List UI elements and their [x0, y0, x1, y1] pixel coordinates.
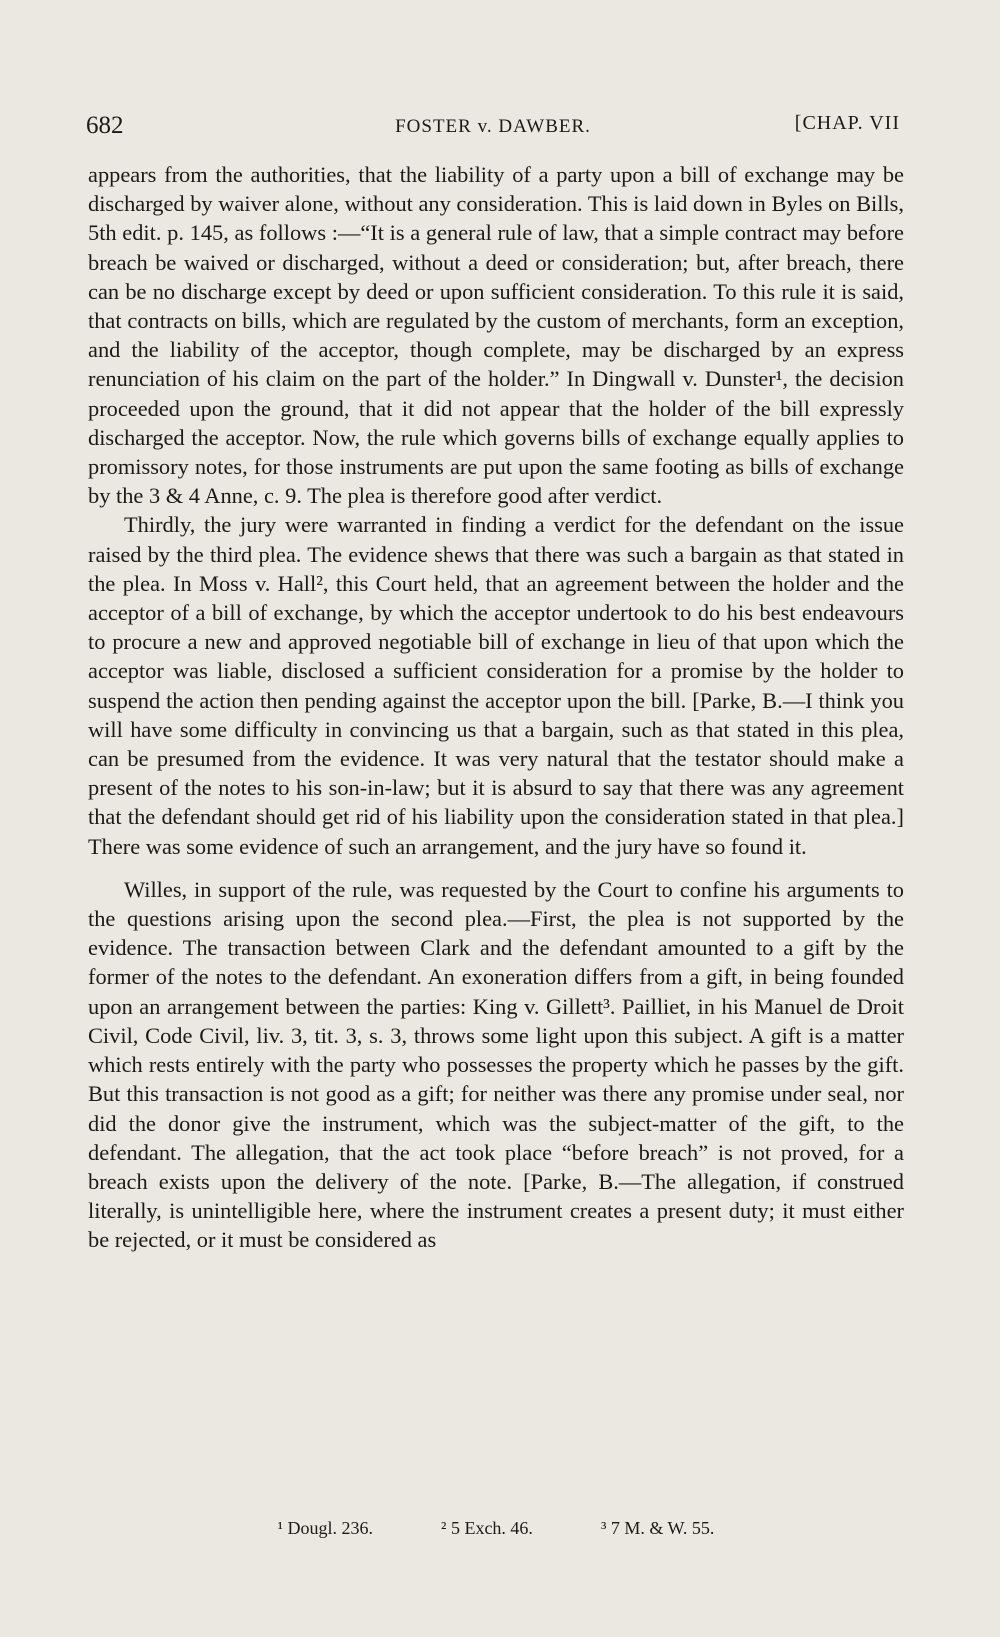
paragraph-3: Willes, in support of the rule, was requested by the Court to confine his arguments to the questions arising upon the second plea.—First, the plea is not supported by the evidence. The transaction between Clark and the defendant amounted to a gift by the former of the notes to the defendant. An exoneration differs from a gift, in being founded upon an arrangement between the parties: King v. Gillett³. Pailliet, in his Manuel de Droit Civil, Code Civil, liv. 3, tit. 3, s. 3, throws some light upon this subject. A gift is a matter which rests entirely with the party who possesses the property which he passes by the gift. But this transaction is not good as a gift; for neither was there any promise under seal, nor did the donor give the instrument, which was the subject-matter of the gift, to the defendant. The allegation, that the act took place “before breach” is not proved, for a breach exists upon the delivery of the note. [Parke, B.—The allegation, if construed literally, is unintelligible here, where the instrument creates a present duty; it must either be rejected, or it must be considered as — [88, 876, 904, 1253]
page-body — [88, 160, 904, 1255]
footnote-1: ¹ Dougl. 236. — [277, 1518, 374, 1538]
footnote-3: ³ 7 M. & W. 55. — [600, 1518, 715, 1538]
page-number: 682 — [86, 112, 124, 139]
running-title: FOSTER v. DAWBER. — [395, 116, 591, 137]
footnote-2: ² 5 Exch. 46. — [441, 1518, 533, 1538]
page-header — [86, 112, 900, 148]
paragraph-2: Thirdly, the jury were warranted in finding a verdict for the defendant on the issue raised by the third plea. The evidence shews that there was such a bargain as that stated in the plea. In Moss v. Hall², this Court held, that an agreement between the holder and the acceptor of a bill of exchange, by which the acceptor undertook to do his best endeavours to procure a new and approved negotiable bill of exchange in lieu of that upon which the acceptor was liable, disclosed a sufficient consideration for a promise by the holder to suspend the action then pending against the acceptor upon the bill. [Parke, B.—I think you will have some difficulty in convincing us that a bargain, such as that stated in this plea, can be presumed from the evidence. It was very natural that the testator should make a present of the notes to his son-in-law; but it is absurd to say that there was any agreement that the defendant should get rid of his liability upon the consideration stated in that plea.] There was some evidence of such an arrangement, and the jury have so found it. — [88, 512, 904, 859]
chapter-label: [CHAP. VII — [794, 112, 900, 134]
footnotes — [88, 1518, 904, 1539]
paragraph-1: appears from the authorities, that the liability of a party upon a bill of exchange may be discharged by waiver alone, without any consideration. This is laid down in Byles on Bills, 5th edit. p. 145, as follows :—“It is a general rule of law, that a simple contract may before breach be waived or discharged, without a deed or consideration; but, after breach, there can be no discharge except by deed or upon sufficient consideration. To this rule it is said, that contracts on bills, which are regulated by the custom of merchants, form an exception, and the liability of the acceptor, though complete, may be discharged by an express renunciation of his claim on the part of the holder.” In Dingwall v. Dunster¹, the decision proceeded upon the ground, that it did not appear that the holder of the bill expressly discharged the acceptor. Now, the rule which governs bills of exchange equally applies to promissory notes, for those instruments are put upon the same footing as bills of exchange by the 3 & 4 Anne, c. 9. The plea is therefore good after verdict. — [88, 162, 904, 509]
